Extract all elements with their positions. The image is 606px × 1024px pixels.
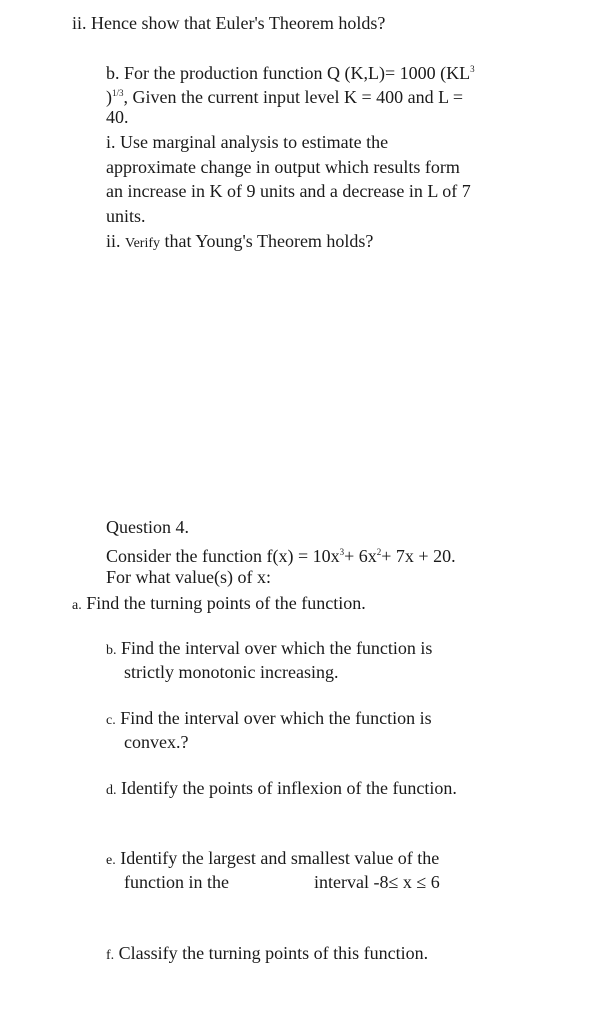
exponent: 2 xyxy=(376,547,382,557)
function-text: Consider the function f(x) = 10x xyxy=(106,546,340,566)
part-e-text: function in the xyxy=(124,872,229,892)
part-e-line-2b xyxy=(314,871,440,893)
part-a-text: Find the turning points of the function. xyxy=(86,593,366,613)
part-b-line-1 xyxy=(106,637,432,662)
question-prompt xyxy=(106,566,271,588)
item-ii-line xyxy=(106,230,373,255)
exponent: 3 xyxy=(339,547,345,557)
item-ii-text: that Young's Theorem holds? xyxy=(164,231,374,251)
interval-text: interval -8≤ x ≤ 6 xyxy=(314,872,440,892)
item-i-text: an increase in K of 9 units and a decrease in L of 7 xyxy=(106,181,471,201)
exponent: 1/3 xyxy=(112,88,124,98)
part-a-label: a. xyxy=(72,598,82,613)
item-i-line-3 xyxy=(106,180,471,202)
part-f xyxy=(106,942,428,967)
exponent: 3 xyxy=(470,64,475,74)
function-text: + 6x xyxy=(344,546,377,566)
part-d-label: d. xyxy=(106,783,117,798)
input-level-value: 40. xyxy=(106,107,129,127)
euler-question-text: ii. Hence show that Euler's Theorem holds? xyxy=(72,13,386,33)
item-i-line-2 xyxy=(106,156,460,178)
item-ii-label: ii. xyxy=(106,231,121,251)
verify-word: Verify xyxy=(125,236,161,251)
part-b-text: strictly monotonic increasing. xyxy=(124,662,339,682)
part-d xyxy=(106,777,457,802)
part-b-text: Find the interval over which the function is xyxy=(121,638,433,658)
euler-question xyxy=(72,12,385,34)
part-f-label: f. xyxy=(106,948,115,963)
part-a xyxy=(72,592,366,617)
part-e-text: Identify the largest and smallest value of the xyxy=(120,848,440,868)
part-c-label: c. xyxy=(106,713,116,728)
part-b-line-2 xyxy=(124,661,338,683)
item-i-line-1 xyxy=(106,131,388,153)
item-i-text: approximate change in output which results form xyxy=(106,157,460,177)
part-d-text: Identify the points of inflexion of the function. xyxy=(121,778,457,798)
function-text: + 7x + 20. xyxy=(381,546,456,566)
function-definition xyxy=(106,541,456,567)
part-e-line-2a xyxy=(124,871,229,893)
part-c-text: Find the interval over which the function is xyxy=(120,708,432,728)
item-i-text: i. Use marginal analysis to estimate the xyxy=(106,132,389,152)
closing-paren: ) xyxy=(106,87,112,107)
input-level-text: , Given the current input level K = 400 and L = xyxy=(123,87,464,107)
production-function-line-2 xyxy=(106,82,463,108)
question-prompt-text: For what value(s) of x: xyxy=(106,567,271,587)
part-c-line-1 xyxy=(106,707,432,732)
part-f-text: Classify the turning points of this function. xyxy=(118,943,429,963)
production-function-line-3 xyxy=(106,106,129,128)
item-i-line-4 xyxy=(106,205,146,227)
part-c-line-2 xyxy=(124,731,188,753)
question-4-title xyxy=(106,516,189,538)
part-e-line-1 xyxy=(106,847,439,872)
part-c-text: convex.? xyxy=(124,732,189,752)
production-function-line-1 xyxy=(106,58,475,84)
production-function-text: b. For the production function Q (K,L)= 1000 (KL xyxy=(106,63,471,83)
item-i-text: units. xyxy=(106,206,146,226)
question-4-title-text: Question 4. xyxy=(106,517,189,537)
part-e-label: e. xyxy=(106,853,116,868)
part-b-label: b. xyxy=(106,643,117,658)
